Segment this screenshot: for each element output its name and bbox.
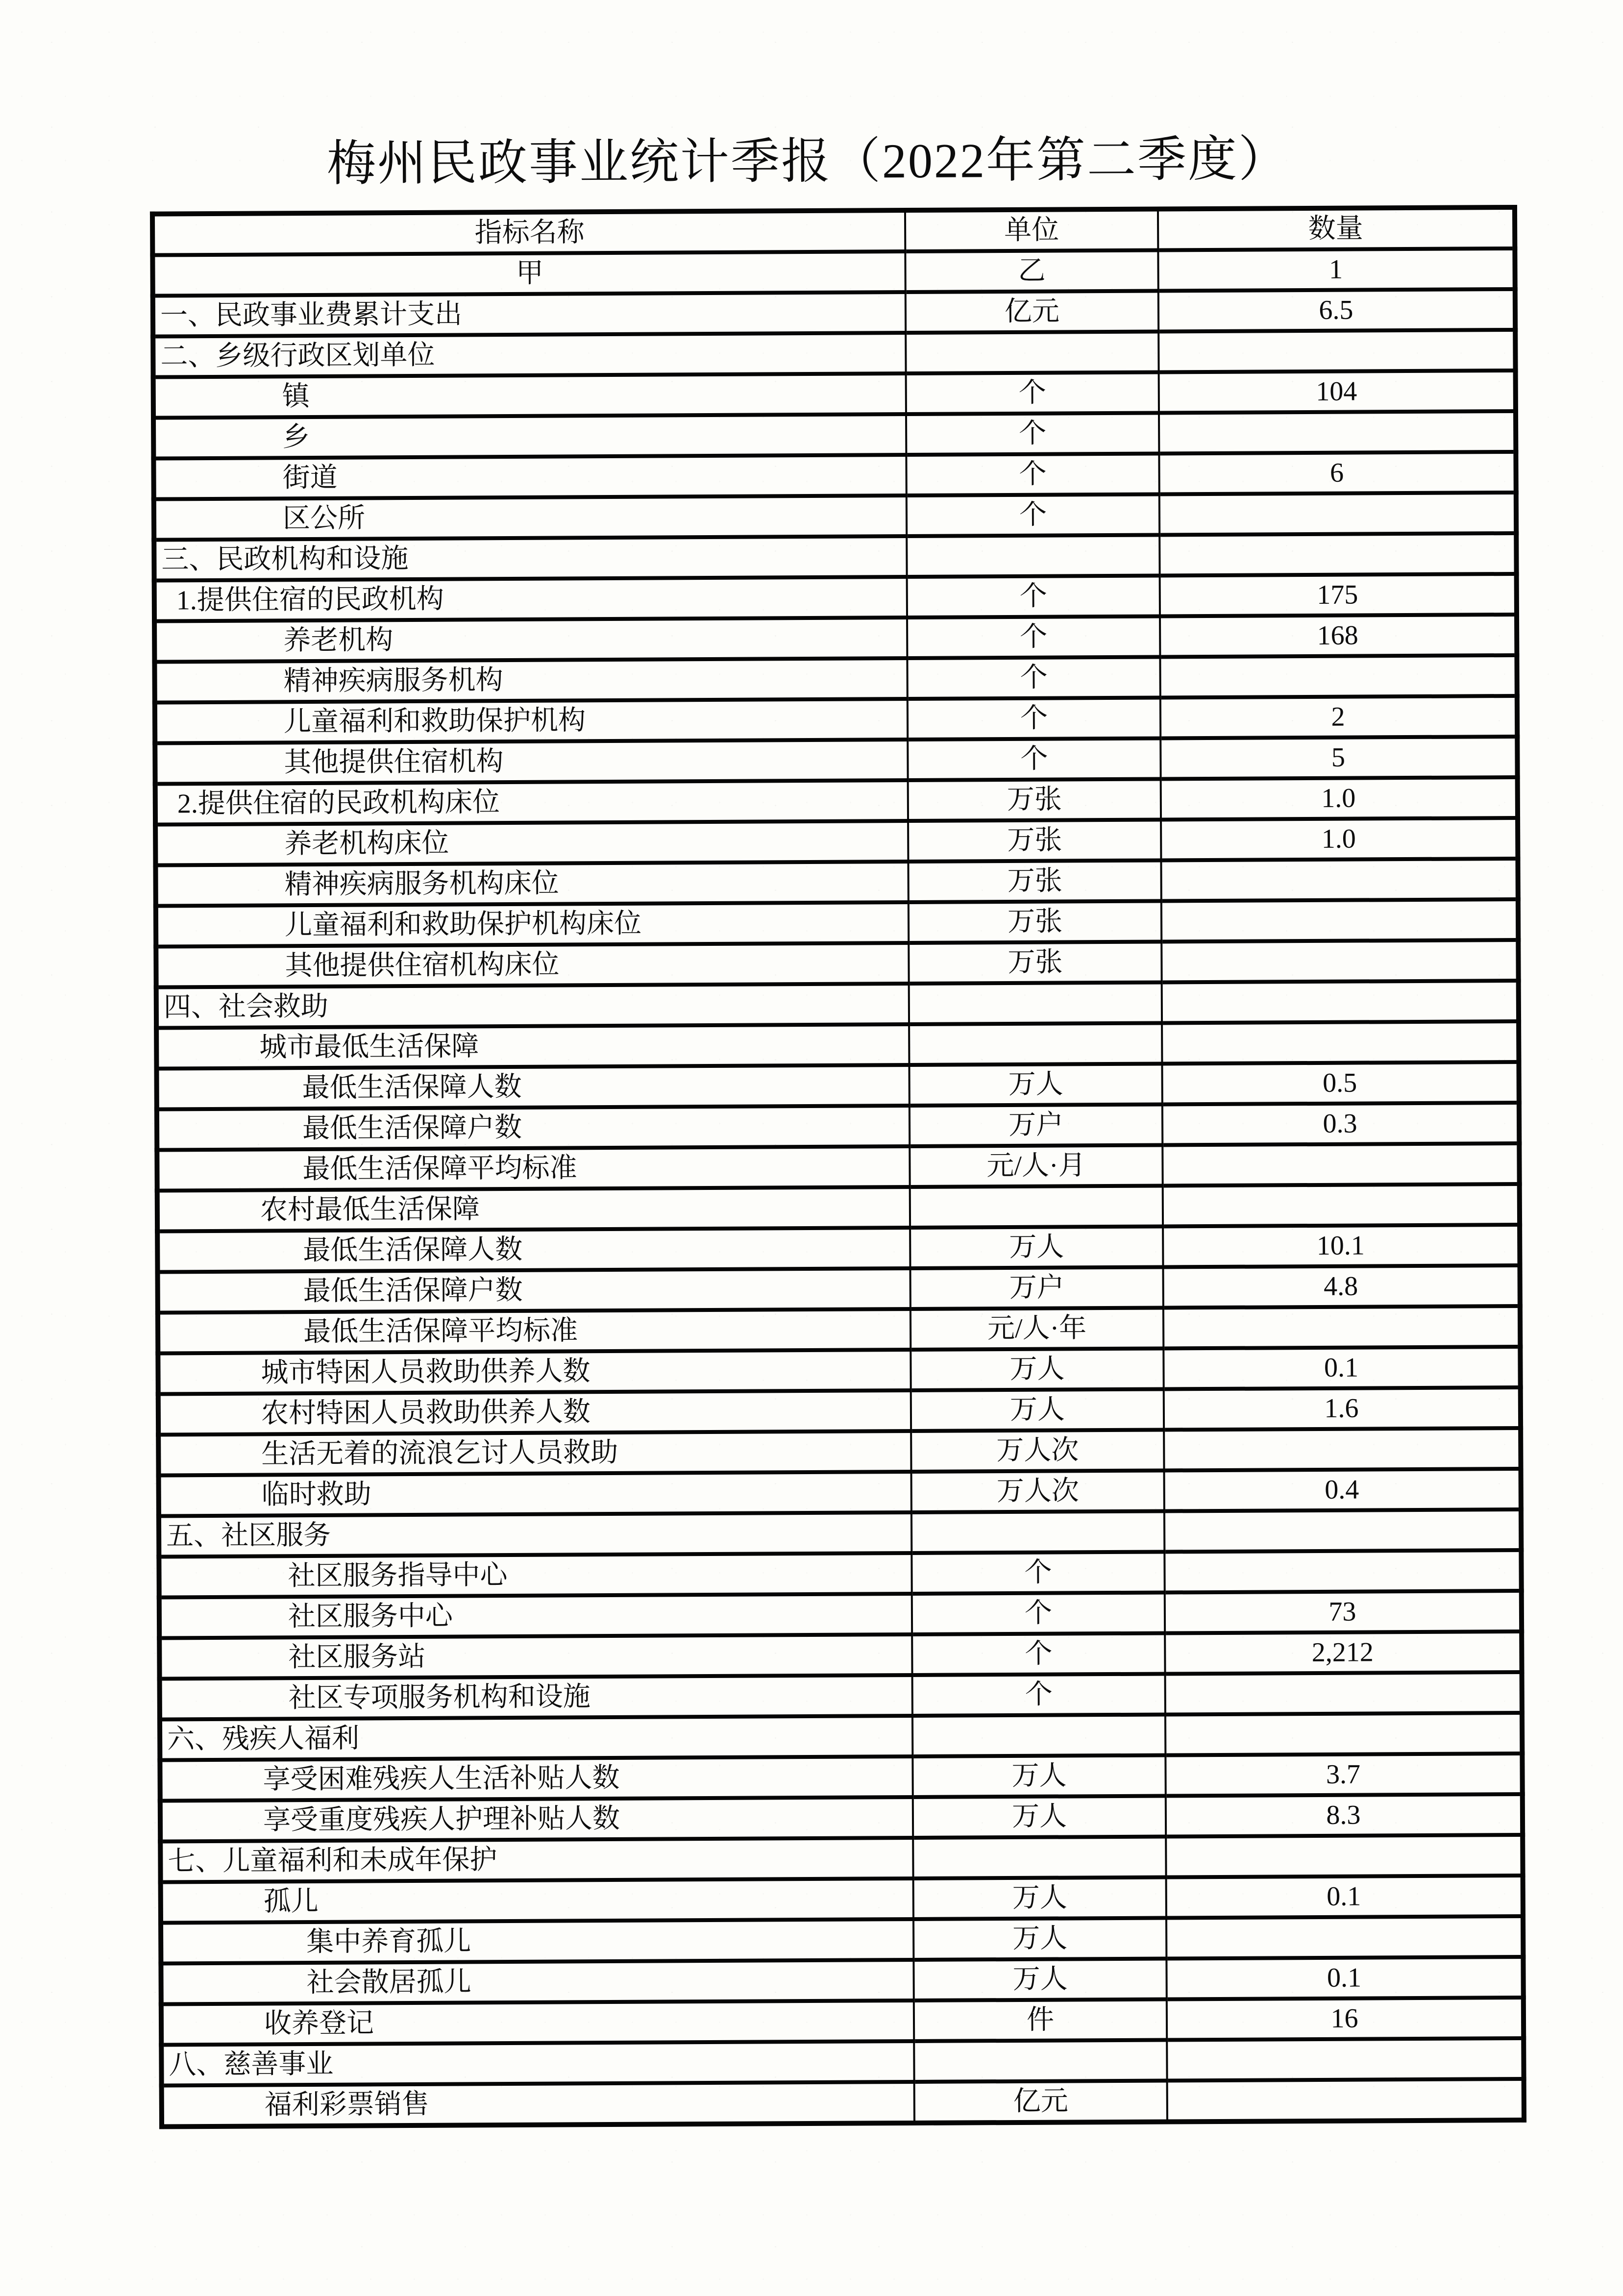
indicator-cell: 七、儿童福利和未成年保护 (160, 1838, 913, 1882)
indicator-cell: 农村特困人员救助供养人数 (158, 1390, 911, 1435)
unit-cell (911, 1511, 1164, 1553)
indicator-cell: 最低生活保障户数 (158, 1268, 910, 1313)
table-row (160, 1713, 1522, 1760)
table-row (156, 940, 1518, 988)
table-row (158, 1347, 1520, 1394)
table-row (155, 737, 1517, 784)
unit-cell: 个 (912, 1592, 1165, 1634)
unit-cell (907, 535, 1159, 577)
table-row (157, 1143, 1519, 1191)
table-row (159, 1469, 1521, 1516)
unit-cell: 个 (908, 698, 1160, 740)
indicator-cell: 孤儿 (161, 1878, 913, 1923)
quantity-cell (1158, 330, 1515, 372)
indicator-cell: 最低生活保障人数 (156, 1065, 909, 1110)
indicator-cell: 最低生活保障人数 (157, 1228, 910, 1272)
unit-cell: 个 (912, 1633, 1165, 1675)
table-row (156, 1062, 1519, 1110)
quantity-cell (1166, 1835, 1523, 1877)
indicator-cell: 最低生活保障平均标准 (158, 1309, 910, 1354)
unit-cell: 个 (906, 372, 1159, 415)
unit-cell: 万人 (913, 1918, 1166, 1960)
table-row (158, 1428, 1521, 1476)
indicator-cell: 集中养育孤儿 (161, 1919, 913, 1964)
quantity-cell: 10.1 (1163, 1225, 1520, 1267)
unit-cell: 个 (908, 739, 1160, 781)
quantity-cell: 0.1 (1163, 1347, 1520, 1389)
unit-cell: 万人 (910, 1349, 1163, 1391)
indicator-cell: 临时救助 (159, 1472, 911, 1516)
quantity-cell: 6 (1159, 452, 1516, 494)
table-row (154, 493, 1516, 540)
quantity-cell: 16 (1167, 1998, 1524, 2040)
quantity-cell (1163, 1184, 1520, 1227)
quantity-cell: 0.1 (1166, 1957, 1523, 2000)
quantity-cell: 3.7 (1165, 1753, 1522, 1796)
indicator-cell: 生活无着的流浪乞讨人员救助 (158, 1431, 911, 1476)
header-unit: 单位 (905, 209, 1158, 252)
table-row (155, 696, 1517, 743)
unit-cell: 亿元 (914, 2080, 1167, 2123)
table-row (159, 1509, 1521, 1557)
unit-cell: 万人 (909, 1064, 1162, 1106)
table-row (162, 2079, 1524, 2127)
quantity-cell (1167, 2038, 1524, 2081)
indicator-cell: 其他提供住宿机构床位 (156, 943, 909, 988)
unit-cell: 万人次 (911, 1470, 1164, 1512)
table-row (154, 574, 1517, 621)
unit-cell: 元/人·月 (910, 1145, 1162, 1187)
table-row (156, 899, 1518, 947)
table-row (153, 289, 1515, 337)
quantity-cell (1165, 1672, 1522, 1715)
unit-cell (906, 332, 1158, 374)
quantity-cell: 175 (1160, 574, 1517, 617)
table-body (152, 248, 1524, 2127)
quantity-cell (1160, 655, 1517, 698)
quantity-cell: 0.3 (1162, 1103, 1519, 1145)
unit-cell: 万人次 (911, 1430, 1164, 1472)
quantity-cell (1164, 1550, 1521, 1593)
unit-cell: 个 (906, 454, 1159, 496)
indicator-cell: 养老机构床位 (155, 821, 908, 865)
quantity-cell: 0.1 (1166, 1876, 1523, 1918)
table-row (156, 981, 1519, 1028)
indicator-cell: 六、残疾人福利 (160, 1716, 912, 1760)
quantity-cell (1161, 899, 1518, 942)
unit-cell: 万张 (908, 861, 1161, 903)
quantity-cell (1159, 533, 1516, 576)
quantity-cell: 2,212 (1165, 1631, 1522, 1674)
unit-cell: 万人 (912, 1755, 1165, 1797)
indicator-cell: 精神疾病服务机构 (154, 658, 907, 703)
quantity-cell (1165, 1713, 1522, 1755)
quantity-cell (1167, 2079, 1524, 2122)
quantity-cell: 1 (1158, 248, 1515, 291)
indicator-cell: 社会散居孤儿 (161, 1960, 913, 2004)
header-indicator-name: 指标名称 (152, 210, 905, 255)
unit-cell: 万户 (910, 1105, 1162, 1147)
table-row (159, 1631, 1522, 1679)
quantity-cell (1163, 1306, 1520, 1349)
indicator-cell: 城市特困人员救助供养人数 (158, 1350, 910, 1394)
table-row (159, 1591, 1522, 1638)
table-header-row (152, 207, 1515, 255)
unit-cell: 亿元 (906, 291, 1158, 333)
quantity-cell (1162, 1021, 1519, 1064)
unit-cell: 万户 (910, 1267, 1163, 1309)
quantity-cell: 1.0 (1161, 777, 1518, 820)
unit-cell (909, 983, 1162, 1025)
indicator-cell: 镇 (153, 373, 906, 418)
table-row (161, 1957, 1523, 2004)
indicator-cell: 五、社区服务 (159, 1512, 911, 1557)
indicator-cell: 甲 (152, 251, 905, 296)
unit-cell: 个 (907, 617, 1160, 659)
unit-cell: 万人 (911, 1389, 1164, 1431)
quantity-cell: 0.5 (1162, 1062, 1519, 1105)
quantity-cell: 1.0 (1161, 818, 1518, 861)
indicator-cell: 二、乡级行政区划单位 (153, 333, 906, 377)
table-row (158, 1387, 1521, 1435)
indicator-cell: 街道 (153, 455, 906, 499)
table-row (157, 1103, 1519, 1150)
quantity-cell (1164, 1428, 1521, 1471)
indicator-cell: 1.提供住宿的民政机构 (154, 577, 907, 621)
quantity-cell: 8.3 (1166, 1794, 1523, 1837)
table-row (155, 777, 1518, 825)
table-row (155, 859, 1518, 906)
unit-cell: 万张 (909, 942, 1161, 984)
unit-cell: 万张 (908, 779, 1161, 821)
unit-cell: 个 (907, 576, 1160, 618)
table-row (154, 533, 1516, 581)
table-row (153, 411, 1516, 459)
table-row (160, 1672, 1522, 1720)
unit-cell: 万人 (913, 1958, 1166, 2000)
page-title: 梅州民政事业统计季报（2022年第二季度） (326, 132, 1289, 191)
quantity-cell: 168 (1160, 615, 1517, 657)
header-quantity: 数量 (1158, 207, 1515, 250)
quantity-cell (1159, 411, 1516, 454)
indicator-cell: 乡 (153, 414, 906, 459)
indicator-cell: 享受重度残疾人护理补贴人数 (160, 1797, 913, 1842)
table-row (155, 818, 1518, 865)
unit-cell: 件 (914, 1999, 1167, 2041)
unit-cell: 个 (907, 494, 1159, 537)
table-row (157, 1184, 1520, 1232)
indicator-cell: 精神疾病服务机构床位 (155, 862, 908, 906)
unit-cell: 个 (911, 1552, 1164, 1594)
indicator-cell: 四、社会救助 (156, 984, 909, 1028)
table-row (159, 1550, 1521, 1598)
indicator-cell: 区公所 (154, 495, 907, 540)
quantity-cell: 4.8 (1163, 1265, 1520, 1308)
unit-cell: 个 (912, 1674, 1165, 1716)
unit-cell (913, 1836, 1166, 1878)
unit-cell (912, 1714, 1165, 1756)
quantity-cell: 104 (1159, 370, 1516, 413)
quantity-cell: 1.6 (1164, 1387, 1521, 1430)
quantity-cell: 2 (1160, 696, 1517, 739)
indicator-cell: 儿童福利和救助保护机构 (155, 699, 908, 743)
indicator-cell: 2.提供住宿的民政机构床位 (155, 780, 908, 825)
indicator-cell: 八、慈善事业 (161, 2041, 914, 2086)
indicator-cell: 三、民政机构和设施 (154, 536, 907, 581)
quantity-cell: 0.4 (1164, 1469, 1521, 1511)
unit-cell: 元/人·年 (910, 1308, 1163, 1350)
table-row (154, 655, 1517, 703)
indicator-cell: 最低生活保障户数 (157, 1106, 910, 1150)
quantity-cell (1166, 1916, 1523, 1959)
indicator-cell: 社区服务指导中心 (159, 1553, 911, 1598)
indicator-cell: 养老机构 (154, 617, 907, 662)
indicator-cell: 社区专项服务机构和设施 (160, 1675, 912, 1720)
quantity-cell: 6.5 (1158, 289, 1515, 332)
quantity-cell (1162, 1143, 1519, 1186)
indicator-cell: 城市最低生活保障 (156, 1024, 909, 1069)
table-row (153, 452, 1516, 499)
table-row (161, 1876, 1523, 1923)
unit-cell: 个 (907, 657, 1160, 699)
indicator-cell: 社区服务站 (159, 1634, 912, 1679)
quantity-cell (1162, 981, 1519, 1023)
quantity-cell: 73 (1165, 1591, 1522, 1633)
indicator-cell: 收养登记 (161, 2000, 914, 2045)
report-table (150, 205, 1526, 2129)
indicator-cell: 一、民政事业费累计支出 (153, 292, 906, 337)
indicator-cell: 福利彩票销售 (162, 2082, 914, 2127)
table-row (153, 370, 1516, 418)
unit-cell: 个 (906, 413, 1159, 455)
unit-cell: 万张 (908, 820, 1161, 862)
unit-cell: 万张 (909, 901, 1161, 943)
table-row (158, 1265, 1520, 1313)
indicator-cell: 社区服务中心 (159, 1594, 912, 1638)
table-row (153, 330, 1515, 377)
unit-cell: 万人 (910, 1227, 1163, 1269)
table-row (152, 248, 1515, 296)
table-row (161, 1916, 1523, 1964)
table-row (161, 2038, 1524, 2086)
quantity-cell (1161, 859, 1518, 901)
table-row (161, 1998, 1524, 2045)
quantity-cell: 5 (1160, 737, 1517, 779)
unit-cell (910, 1186, 1163, 1228)
quantity-cell (1164, 1509, 1521, 1552)
quantity-cell (1159, 493, 1516, 535)
unit-cell (909, 1023, 1162, 1065)
unit-cell (914, 2040, 1167, 2082)
table-row (157, 1225, 1520, 1272)
indicator-cell: 最低生活保障平均标准 (157, 1146, 910, 1191)
indicator-cell: 农村最低生活保障 (157, 1187, 910, 1232)
unit-cell: 乙 (905, 250, 1158, 293)
table-row (154, 615, 1517, 662)
table-row (160, 1794, 1523, 1842)
indicator-cell: 儿童福利和救助保护机构床位 (156, 902, 909, 947)
table-row (160, 1753, 1522, 1801)
table-row (156, 1021, 1519, 1069)
indicator-cell: 其他提供住宿机构 (155, 740, 908, 784)
indicator-cell: 享受困难残疾人生活补贴人数 (160, 1756, 912, 1801)
table-row (158, 1306, 1520, 1354)
quantity-cell (1161, 940, 1518, 983)
table-row (160, 1835, 1523, 1882)
unit-cell: 万人 (913, 1877, 1166, 1919)
unit-cell: 万人 (913, 1796, 1166, 1838)
